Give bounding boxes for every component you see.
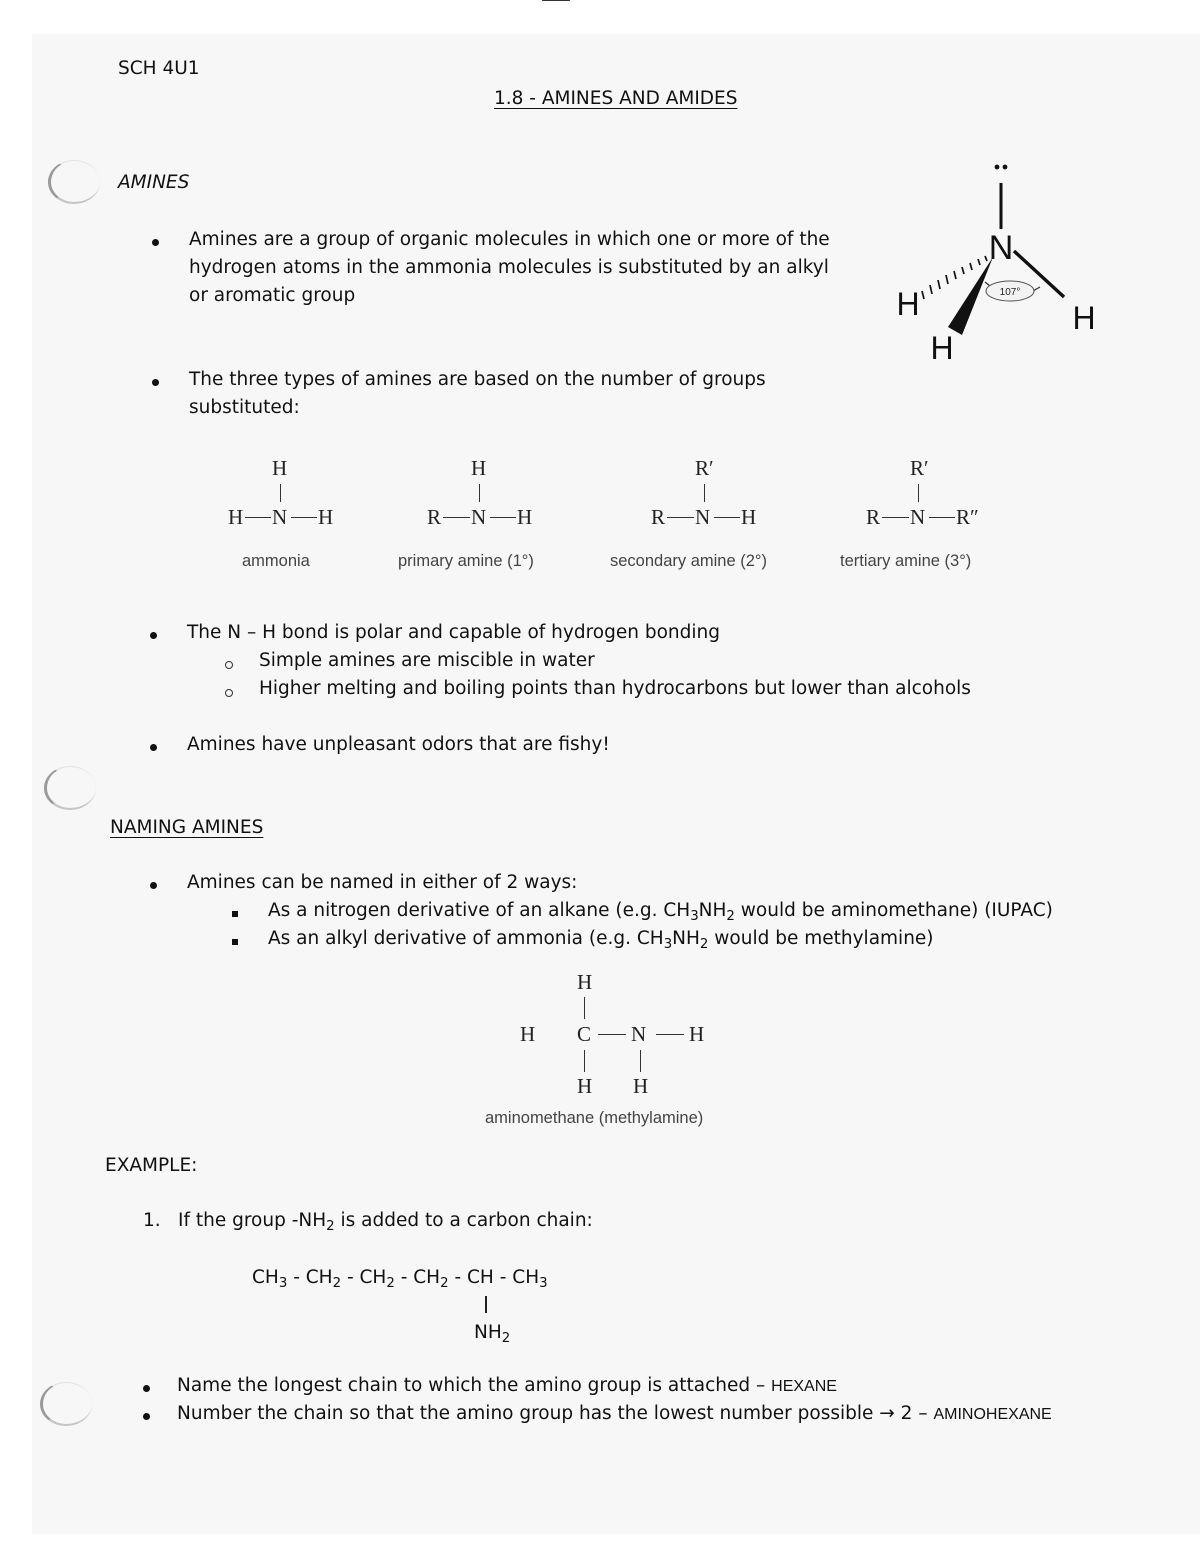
methylamine-h-top: H	[577, 970, 593, 994]
ammonia-label: ammonia	[242, 552, 310, 570]
sub-bullet-boiling-points: Higher melting and boiling points than hydrocarbons but lower than alcohols	[259, 678, 971, 699]
subscript: 3	[690, 908, 699, 924]
naming-way-common-middle: NH	[672, 928, 700, 949]
bond-line	[584, 997, 585, 1019]
page-title: 1.8 - AMINES AND AMIDES	[494, 88, 738, 109]
naming-intro: Amines can be named in either of 2 ways:	[187, 872, 578, 893]
primary-amine-center-atom: N	[471, 505, 487, 529]
primary-amine-left-atom: R	[427, 505, 442, 529]
ammonia-3d-structure	[880, 155, 1110, 385]
chain-group-4: - CH	[394, 1267, 441, 1288]
naming-way-common-suffix: would be methylamine)	[708, 928, 934, 949]
hydrogen-atom-right: H	[1072, 300, 1096, 336]
subscript: 3	[663, 936, 673, 952]
bond-line	[598, 1034, 626, 1035]
bond-line	[667, 517, 694, 518]
subscript: 2	[386, 1275, 395, 1291]
step-name-chain-text: Name the longest chain to which the amino group is attached –	[177, 1375, 766, 1396]
naming-way-iupac-suffix: would be aminomethane) (IUPAC)	[734, 900, 1053, 921]
sub-bullet	[225, 689, 233, 697]
bond-line	[882, 517, 909, 518]
primary-amine-right-atom: H	[517, 505, 533, 529]
bullet	[150, 882, 157, 889]
bond-angle-label: 107°	[999, 287, 1021, 298]
hydrogen-bonding-text: The N – H bond is polar and capable of hydrogen bonding	[187, 622, 720, 643]
example-question	[178, 1210, 593, 1234]
methylamine-nitrogen: N	[631, 1022, 647, 1046]
bond-line	[704, 484, 705, 502]
binder-hole-top	[48, 160, 100, 204]
bond-line	[656, 1034, 684, 1035]
bond-line	[280, 484, 281, 502]
square-bullet	[232, 939, 238, 945]
binder-hole-middle	[44, 766, 96, 810]
naming-way-iupac-prefix: As a nitrogen derivative of an alkane (e.g. CH	[268, 900, 691, 921]
subscript: 2	[332, 1275, 342, 1291]
tertiary-amine-center-atom: N	[910, 505, 926, 529]
answer-hexane: HEXANE	[771, 1378, 837, 1395]
bond-line	[479, 484, 480, 502]
bond-line	[291, 517, 317, 518]
secondary-amine-center-atom: N	[695, 505, 711, 529]
bond-line	[640, 1050, 641, 1072]
step-number-chain	[177, 1403, 1052, 1424]
tertiary-amine-right-atom: R″	[956, 505, 979, 529]
amino-group: NH	[474, 1322, 502, 1343]
chain-group-6: - CH	[493, 1267, 540, 1288]
amine-types-line-1: The three types of amines are based on the number of groups	[189, 369, 766, 390]
amino-substituent	[474, 1322, 510, 1346]
subscript: 3	[539, 1275, 548, 1291]
bullet	[150, 744, 157, 751]
bond-line	[443, 517, 470, 518]
bond-line	[714, 517, 740, 518]
example-question-prefix: If the group -NH	[178, 1210, 327, 1231]
subscript: 2	[326, 1218, 335, 1234]
bullet	[152, 239, 159, 246]
course-code: SCH 4U1	[118, 58, 200, 79]
carbon-chain	[252, 1267, 548, 1291]
step-number-chain-text: Number the chain so that the amino group has the lowest number possible	[177, 1403, 874, 1424]
binder-hole-bottom	[40, 1382, 92, 1426]
bullet	[143, 1413, 150, 1420]
bond-line	[929, 517, 955, 518]
hydrogen-atom-front: H	[930, 330, 954, 366]
primary-amine-label: primary amine (1°)	[398, 552, 534, 570]
amines-definition-line-1: Amines are a group of organic molecules in which one or more of the	[189, 229, 830, 250]
naming-way-iupac-middle: NH	[698, 900, 727, 921]
subscript: 2	[726, 908, 735, 924]
methylamine-label: aminomethane (methylamine)	[485, 1109, 704, 1127]
subscript: 2	[501, 1330, 511, 1346]
ammonia-center-atom: N	[272, 505, 288, 529]
naming-way-common	[268, 928, 934, 952]
nitrogen-atom: N	[988, 229, 1014, 267]
example-number: 1.	[143, 1210, 161, 1231]
subscript: 2	[699, 936, 709, 952]
methylamine-h-left: H	[520, 1022, 536, 1046]
example-question-suffix: is added to a carbon chain:	[334, 1210, 593, 1231]
tertiary-amine-top-atom: R′	[910, 456, 929, 480]
chain-group-5: - CH	[448, 1267, 494, 1288]
chain-group-3: - CH	[341, 1267, 387, 1288]
tertiary-amine-label: tertiary amine (3°)	[840, 552, 972, 570]
naming-way-iupac	[268, 900, 1053, 924]
methylamine-h-bottom-c: H	[577, 1074, 593, 1098]
subscript: 3	[278, 1275, 288, 1291]
sub-bullet-miscible: Simple amines are miscible in water	[259, 650, 595, 671]
bullet	[143, 1385, 150, 1392]
answer-aminohexane: AMINOHEXANE	[933, 1406, 1052, 1423]
bond-line	[918, 484, 919, 502]
ammonia-top-atom: H	[272, 456, 288, 480]
bond-line	[584, 1050, 585, 1072]
bullet	[152, 379, 159, 386]
secondary-amine-right-atom: H	[741, 505, 757, 529]
tertiary-amine-left-atom: R	[866, 505, 881, 529]
bond-line	[542, 0, 570, 1]
naming-way-common-prefix: As an alkyl derivative of ammonia (e.g. CH	[268, 928, 664, 949]
sub-bullet	[225, 661, 233, 669]
secondary-amine-top-atom: R′	[695, 456, 714, 480]
secondary-amine-left-atom: R	[651, 505, 666, 529]
bond-line	[245, 517, 271, 518]
answer-prefix: 2 –	[900, 1403, 928, 1424]
methylamine-h-right: H	[689, 1022, 705, 1046]
section-heading-amines: AMINES	[118, 172, 190, 193]
hydrogen-atom-left: H	[896, 286, 920, 322]
odor-text: Amines have unpleasant odors that are fishy!	[187, 734, 610, 755]
step-name-chain	[177, 1375, 837, 1396]
section-heading-naming: NAMING AMINES	[110, 817, 264, 838]
subscript: 2	[440, 1275, 449, 1291]
square-bullet	[232, 911, 238, 917]
amines-definition-line-2: hydrogen atoms in the ammonia molecules is substituted by an alkyl	[189, 257, 829, 278]
chain-group-1: CH	[252, 1267, 279, 1288]
arrow-icon: →	[879, 1403, 895, 1424]
bullet	[150, 632, 157, 639]
example-heading: EXAMPLE:	[105, 1155, 198, 1176]
primary-amine-top-atom: H	[471, 456, 487, 480]
bond-line	[490, 517, 516, 518]
amines-definition-line-3: or aromatic group	[189, 285, 356, 306]
methylamine-carbon: C	[577, 1022, 592, 1046]
bond-line	[485, 1296, 487, 1313]
chain-group-2: - CH	[287, 1267, 333, 1288]
secondary-amine-label: secondary amine (2°)	[610, 552, 767, 570]
methylamine-h-bottom-n: H	[633, 1074, 649, 1098]
ammonia-right-atom: H	[318, 505, 334, 529]
ammonia-left-atom: H	[228, 505, 244, 529]
amine-types-line-2: substituted:	[189, 397, 300, 418]
